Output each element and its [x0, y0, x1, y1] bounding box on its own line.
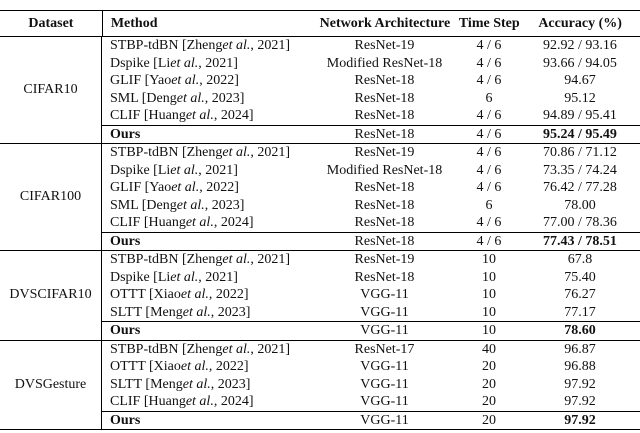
method-cell: STBP-tdBN [Zheng et al. , 2021] — [101, 144, 311, 162]
method-cell: Dspike [Li et al. , 2021] — [101, 55, 311, 73]
arch-cell: ResNet-18 — [354, 215, 415, 231]
arch-cell: VGG-11 — [360, 323, 409, 339]
timestep-cell: 4 / 6 — [476, 108, 502, 124]
method-cell: CLIF [Huang et al. , 2024] — [101, 214, 311, 232]
timestep-cell: 10 — [482, 269, 496, 285]
accuracy-cell: 94.89 / 95.41 — [543, 108, 617, 124]
table-row — [101, 393, 640, 411]
arch-cell: VGG-11 — [360, 287, 409, 303]
dataset-group — [0, 341, 640, 430]
arch-cell: ResNet-18 — [354, 90, 415, 106]
arch-cell: ResNet-18 — [354, 108, 415, 124]
arch-cell: ResNet-19 — [354, 145, 415, 161]
method-cell: GLIF [Yao et al. , 2022] — [101, 72, 311, 90]
arch-cell: Modified ResNet-18 — [326, 162, 443, 178]
arch-cell: VGG-11 — [360, 412, 409, 428]
table-row — [101, 341, 640, 359]
accuracy-cell: 67.8 — [567, 252, 593, 268]
method-cell: CLIF [Huang et al. , 2024] — [101, 393, 311, 411]
arch-cell: Modified ResNet-18 — [326, 55, 443, 71]
timestep-cell: 10 — [482, 323, 496, 339]
group-rows — [101, 341, 640, 430]
table-row — [101, 358, 640, 376]
method-cell: Ours — [101, 322, 311, 340]
method-cell: CLIF [Huang et al. , 2024] — [101, 107, 311, 125]
arch-cell: ResNet-18 — [354, 197, 415, 213]
timestep-cell: 4 / 6 — [476, 145, 502, 161]
table-row — [101, 286, 640, 304]
group-rows — [101, 251, 640, 340]
accuracy-cell: 70.86 / 71.12 — [543, 145, 617, 161]
ours-row — [101, 233, 640, 251]
accuracy-cell: 97.92 — [564, 394, 596, 410]
method-cell: Ours — [101, 412, 311, 430]
header-accuracy: Accuracy (%) — [538, 16, 622, 31]
timestep-cell: 10 — [482, 252, 496, 268]
method-cell: OTTT [Xiao et al. , 2022] — [101, 358, 311, 376]
accuracy-cell: 73.35 / 74.24 — [543, 162, 617, 178]
accuracy-cell: 77.43 / 78.51 — [543, 233, 617, 249]
accuracy-cell: 76.27 — [564, 287, 596, 303]
accuracy-cell: 97.92 — [564, 412, 596, 428]
table-body — [0, 37, 640, 430]
dataset-name: DVSCIFAR10 — [9, 287, 92, 303]
accuracy-cell: 93.66 / 94.05 — [543, 55, 617, 71]
table-row — [101, 144, 640, 162]
method-cell: Dspike [Li et al. , 2021] — [101, 162, 311, 180]
timestep-cell: 10 — [482, 304, 496, 320]
table-row — [101, 214, 640, 232]
arch-cell: ResNet-17 — [354, 341, 415, 357]
results-table — [0, 10, 640, 430]
table-row — [101, 55, 640, 73]
timestep-cell: 4 / 6 — [476, 180, 502, 196]
table-row — [101, 107, 640, 125]
ours-row — [101, 412, 640, 430]
method-cell: Dspike [Li et al. , 2021] — [101, 269, 311, 287]
arch-cell: ResNet-18 — [354, 180, 415, 196]
accuracy-cell: 97.92 — [564, 376, 596, 392]
timestep-cell: 4 / 6 — [476, 55, 502, 71]
arch-cell: ResNet-18 — [354, 126, 415, 142]
method-cell: Ours — [101, 126, 311, 144]
timestep-cell: 4 / 6 — [476, 126, 502, 142]
header-dataset: Dataset — [28, 16, 74, 31]
method-cell: SLTT [Meng et al. , 2023] — [101, 376, 311, 394]
arch-cell: VGG-11 — [360, 376, 409, 392]
accuracy-cell: 78.00 — [564, 197, 596, 213]
timestep-cell: 4 / 6 — [476, 38, 502, 54]
header-row — [0, 11, 640, 36]
timestep-cell: 20 — [482, 394, 496, 410]
accuracy-cell: 78.60 — [564, 323, 596, 339]
group-rows — [101, 37, 640, 143]
method-cell: SLTT [Meng et al. , 2023] — [101, 304, 311, 322]
table-row — [101, 162, 640, 180]
accuracy-cell: 96.88 — [564, 359, 596, 375]
timestep-cell: 10 — [482, 287, 496, 303]
timestep-cell: 4 / 6 — [476, 233, 502, 249]
dataset-name: CIFAR10 — [23, 82, 78, 97]
arch-cell: ResNet-18 — [354, 73, 415, 89]
accuracy-cell: 77.17 — [564, 304, 596, 320]
table-row — [101, 376, 640, 394]
timestep-cell: 6 — [485, 197, 493, 213]
header-arch: Network Architecture — [319, 16, 451, 31]
dataset-group — [0, 144, 640, 250]
caption-cropped — [0, 0, 640, 10]
table-row — [101, 197, 640, 215]
ours-row — [101, 322, 640, 340]
dataset-group — [0, 251, 640, 340]
method-cell: STBP-tdBN [Zheng et al. , 2021] — [101, 37, 311, 55]
table-row — [101, 179, 640, 197]
dataset-name: CIFAR100 — [19, 189, 82, 204]
bottom-rule — [0, 429, 640, 430]
timestep-cell: 4 / 6 — [476, 215, 502, 231]
group-rows — [101, 144, 640, 250]
method-cell: Ours — [101, 233, 311, 251]
timestep-cell: 6 — [485, 90, 493, 106]
table-row — [101, 72, 640, 90]
table-row — [101, 251, 640, 269]
timestep-cell: 40 — [482, 341, 496, 357]
arch-cell: VGG-11 — [360, 394, 409, 410]
timestep-cell: 20 — [482, 359, 496, 375]
arch-cell: VGG-11 — [360, 359, 409, 375]
accuracy-cell: 95.12 — [564, 90, 596, 106]
accuracy-cell: 75.40 — [564, 269, 596, 285]
method-cell: OTTT [Xiao et al. , 2022] — [101, 286, 311, 304]
table-row — [101, 304, 640, 322]
dataset-group — [0, 37, 640, 143]
method-cell: SML [Deng et al. , 2023] — [101, 90, 311, 108]
accuracy-cell: 77.00 / 78.36 — [543, 215, 617, 231]
header-timestep: Time Step — [458, 16, 520, 31]
accuracy-cell: 94.67 — [564, 73, 596, 89]
arch-cell: ResNet-19 — [354, 252, 415, 268]
table-row — [101, 37, 640, 55]
arch-cell: ResNet-18 — [354, 233, 415, 249]
arch-cell: ResNet-19 — [354, 38, 415, 54]
arch-cell: VGG-11 — [360, 304, 409, 320]
table-row — [101, 269, 640, 287]
method-cell: SML [Deng et al. , 2023] — [101, 197, 311, 215]
header-method: Method — [102, 11, 312, 36]
timestep-cell: 4 / 6 — [476, 73, 502, 89]
dataset-name: DVSGesture — [14, 376, 87, 392]
arch-cell: ResNet-18 — [354, 269, 415, 285]
table-row — [101, 90, 640, 108]
ours-row — [101, 126, 640, 144]
accuracy-cell: 76.42 / 77.28 — [543, 180, 617, 196]
accuracy-cell: 96.87 — [564, 341, 596, 357]
accuracy-cell: 92.92 / 93.16 — [543, 38, 617, 54]
timestep-cell: 4 / 6 — [476, 162, 502, 178]
timestep-cell: 20 — [482, 376, 496, 392]
timestep-cell: 20 — [482, 412, 496, 428]
method-cell: STBP-tdBN [Zheng et al. , 2021] — [101, 251, 311, 269]
accuracy-cell: 95.24 / 95.49 — [543, 126, 617, 142]
method-cell: STBP-tdBN [Zheng et al. , 2021] — [101, 341, 311, 359]
method-cell: GLIF [Yao et al. , 2022] — [101, 179, 311, 197]
